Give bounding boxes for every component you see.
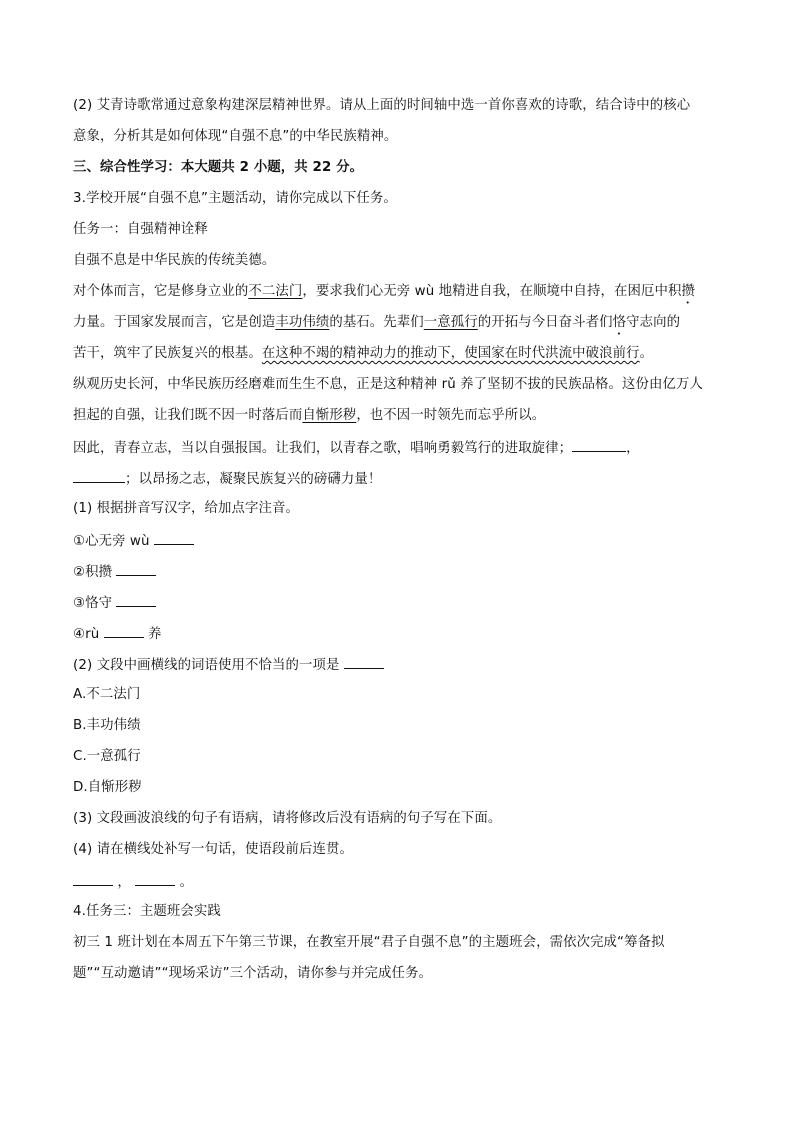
sub1-prompt: (1) 根据拼音写汉字，给加点字注音。	[73, 501, 299, 516]
passage-p2-line2	[73, 313, 680, 338]
dotted-char-zan: 攒	[681, 284, 695, 299]
section3-header: 三、综合性学习：本大题共 2 小题，共 22 分。	[73, 160, 364, 175]
sub1-item3	[73, 592, 156, 614]
passage-p2-line3	[73, 344, 653, 364]
sub3-prompt: (3) 文段画波浪线的句子有语病，请将修改后没有语病的句子写在下面。	[73, 811, 502, 826]
answer-blank[interactable]	[135, 871, 175, 886]
text-run: 。	[639, 346, 654, 361]
answer-blank[interactable]	[344, 654, 384, 669]
text-run: ；以昂扬之志，凝聚民族复兴的磅礴力量！	[125, 472, 382, 487]
sub4-answer-line	[73, 871, 193, 893]
underlined-term-4: 自惭形秽	[302, 408, 357, 423]
text-run: ，	[117, 875, 131, 890]
answer-blank[interactable]	[116, 561, 156, 576]
q3-intro: 3.学校开展“自强不息”主题活动，请你完成以下任务。	[73, 191, 397, 206]
passage-p1: 自强不息是中华民族的传统美德。	[73, 253, 276, 268]
task1-title: 任务一：自强精神诠释	[73, 222, 208, 237]
text-run: 养	[148, 627, 162, 642]
answer-blank[interactable]	[116, 592, 156, 607]
answer-blank[interactable]	[73, 871, 113, 886]
underlined-term-3: 一意孤行	[423, 315, 478, 330]
answer-blank[interactable]	[572, 437, 626, 452]
text-run: 对个体而言，它是修身立业的	[73, 284, 249, 299]
text-run: ①心无旁 wù	[73, 534, 150, 549]
sub1-item1	[73, 530, 194, 552]
option-b: B.丰功伟绩	[73, 718, 141, 733]
text-run: 。	[179, 875, 194, 890]
q2-sub2-line1: (2) 艾青诗歌常通过意象构建深层精神世界。请从上面的时间轴中选一首你喜欢的诗歌，结合诗中的核心	[73, 98, 691, 113]
text-run: ④rù	[73, 627, 100, 642]
underlined-term-2: 丰功伟绩	[275, 315, 330, 330]
text-run: 因此，青春立志，当以自强报国。让我们，以青春之歌，唱响勇毅笃行的进取旋律；	[73, 441, 573, 456]
text-run: 苦干，筑牢了民族复兴的根基。	[73, 346, 262, 361]
passage-p4-line1	[73, 437, 640, 459]
q4-line2: 题”“互动邀请”“现场采访”三个活动，请你参与并完成任务。	[73, 966, 432, 981]
option-a: A.不二法门	[73, 687, 141, 702]
sub4-prompt: (4) 请在横线处补写一句话，使语段前后连贯。	[73, 842, 353, 857]
text-run: ，	[626, 441, 640, 456]
text-run: 的基石。先辈们	[329, 315, 424, 330]
answer-blank[interactable]	[73, 468, 125, 483]
text-run: 的开拓与今日奋斗者们	[477, 315, 613, 330]
underlined-term-1: 不二法门	[248, 284, 303, 299]
passage-p3-line1: 纵观历史长河，中华民族历经磨难而生生不息，正是这种精神 rǔ 养了坚韧不拔的民族品格。这份由亿万人	[73, 377, 703, 392]
passage-p3-line2	[73, 406, 545, 426]
sub1-item2	[73, 561, 156, 583]
text-run: ，也不因一时领先而忘乎所以。	[356, 408, 546, 423]
sub1-item4	[73, 623, 162, 645]
text-run: ③恪守	[73, 596, 113, 611]
option-c: C.一意孤行	[73, 749, 141, 764]
text-run: 担起的自强，让我们既不因一时落后而	[73, 408, 303, 423]
passage-p4-line2	[73, 468, 381, 490]
text-run: 守志向的	[626, 315, 681, 330]
q4-title: 4.任务三：主题班会实践	[73, 904, 221, 919]
text-run: ②积攒	[73, 565, 113, 580]
passage-p2-line1	[73, 282, 695, 307]
q2-sub2-line2: 意象，分析其是如何体现“自强不息”的中华民族精神。	[73, 129, 398, 144]
wavy-sentence: 在这种不竭的精神动力的推动下，使国家在时代洪流中破浪前行	[261, 346, 640, 361]
dotted-char-ke: 恪	[612, 315, 627, 330]
text-run: (2) 文段中画横线的词语使用不恰当的一项是	[73, 658, 340, 673]
answer-blank[interactable]	[154, 530, 194, 545]
q4-line1: 初三 1 班计划在本周五下午第三节课，在教室开展“君子自强不息”的主题班会，需依次完成“筹备拟	[73, 935, 665, 950]
text-run: 力量。于国家发展而言，它是创造	[73, 315, 276, 330]
sub2-prompt	[73, 654, 384, 676]
answer-blank[interactable]	[104, 623, 144, 638]
text-run: ，要求我们心无旁 wù 地精进自我，在顺境中自持，在困厄中积	[302, 284, 682, 299]
option-d: D.自惭形秽	[73, 780, 142, 795]
